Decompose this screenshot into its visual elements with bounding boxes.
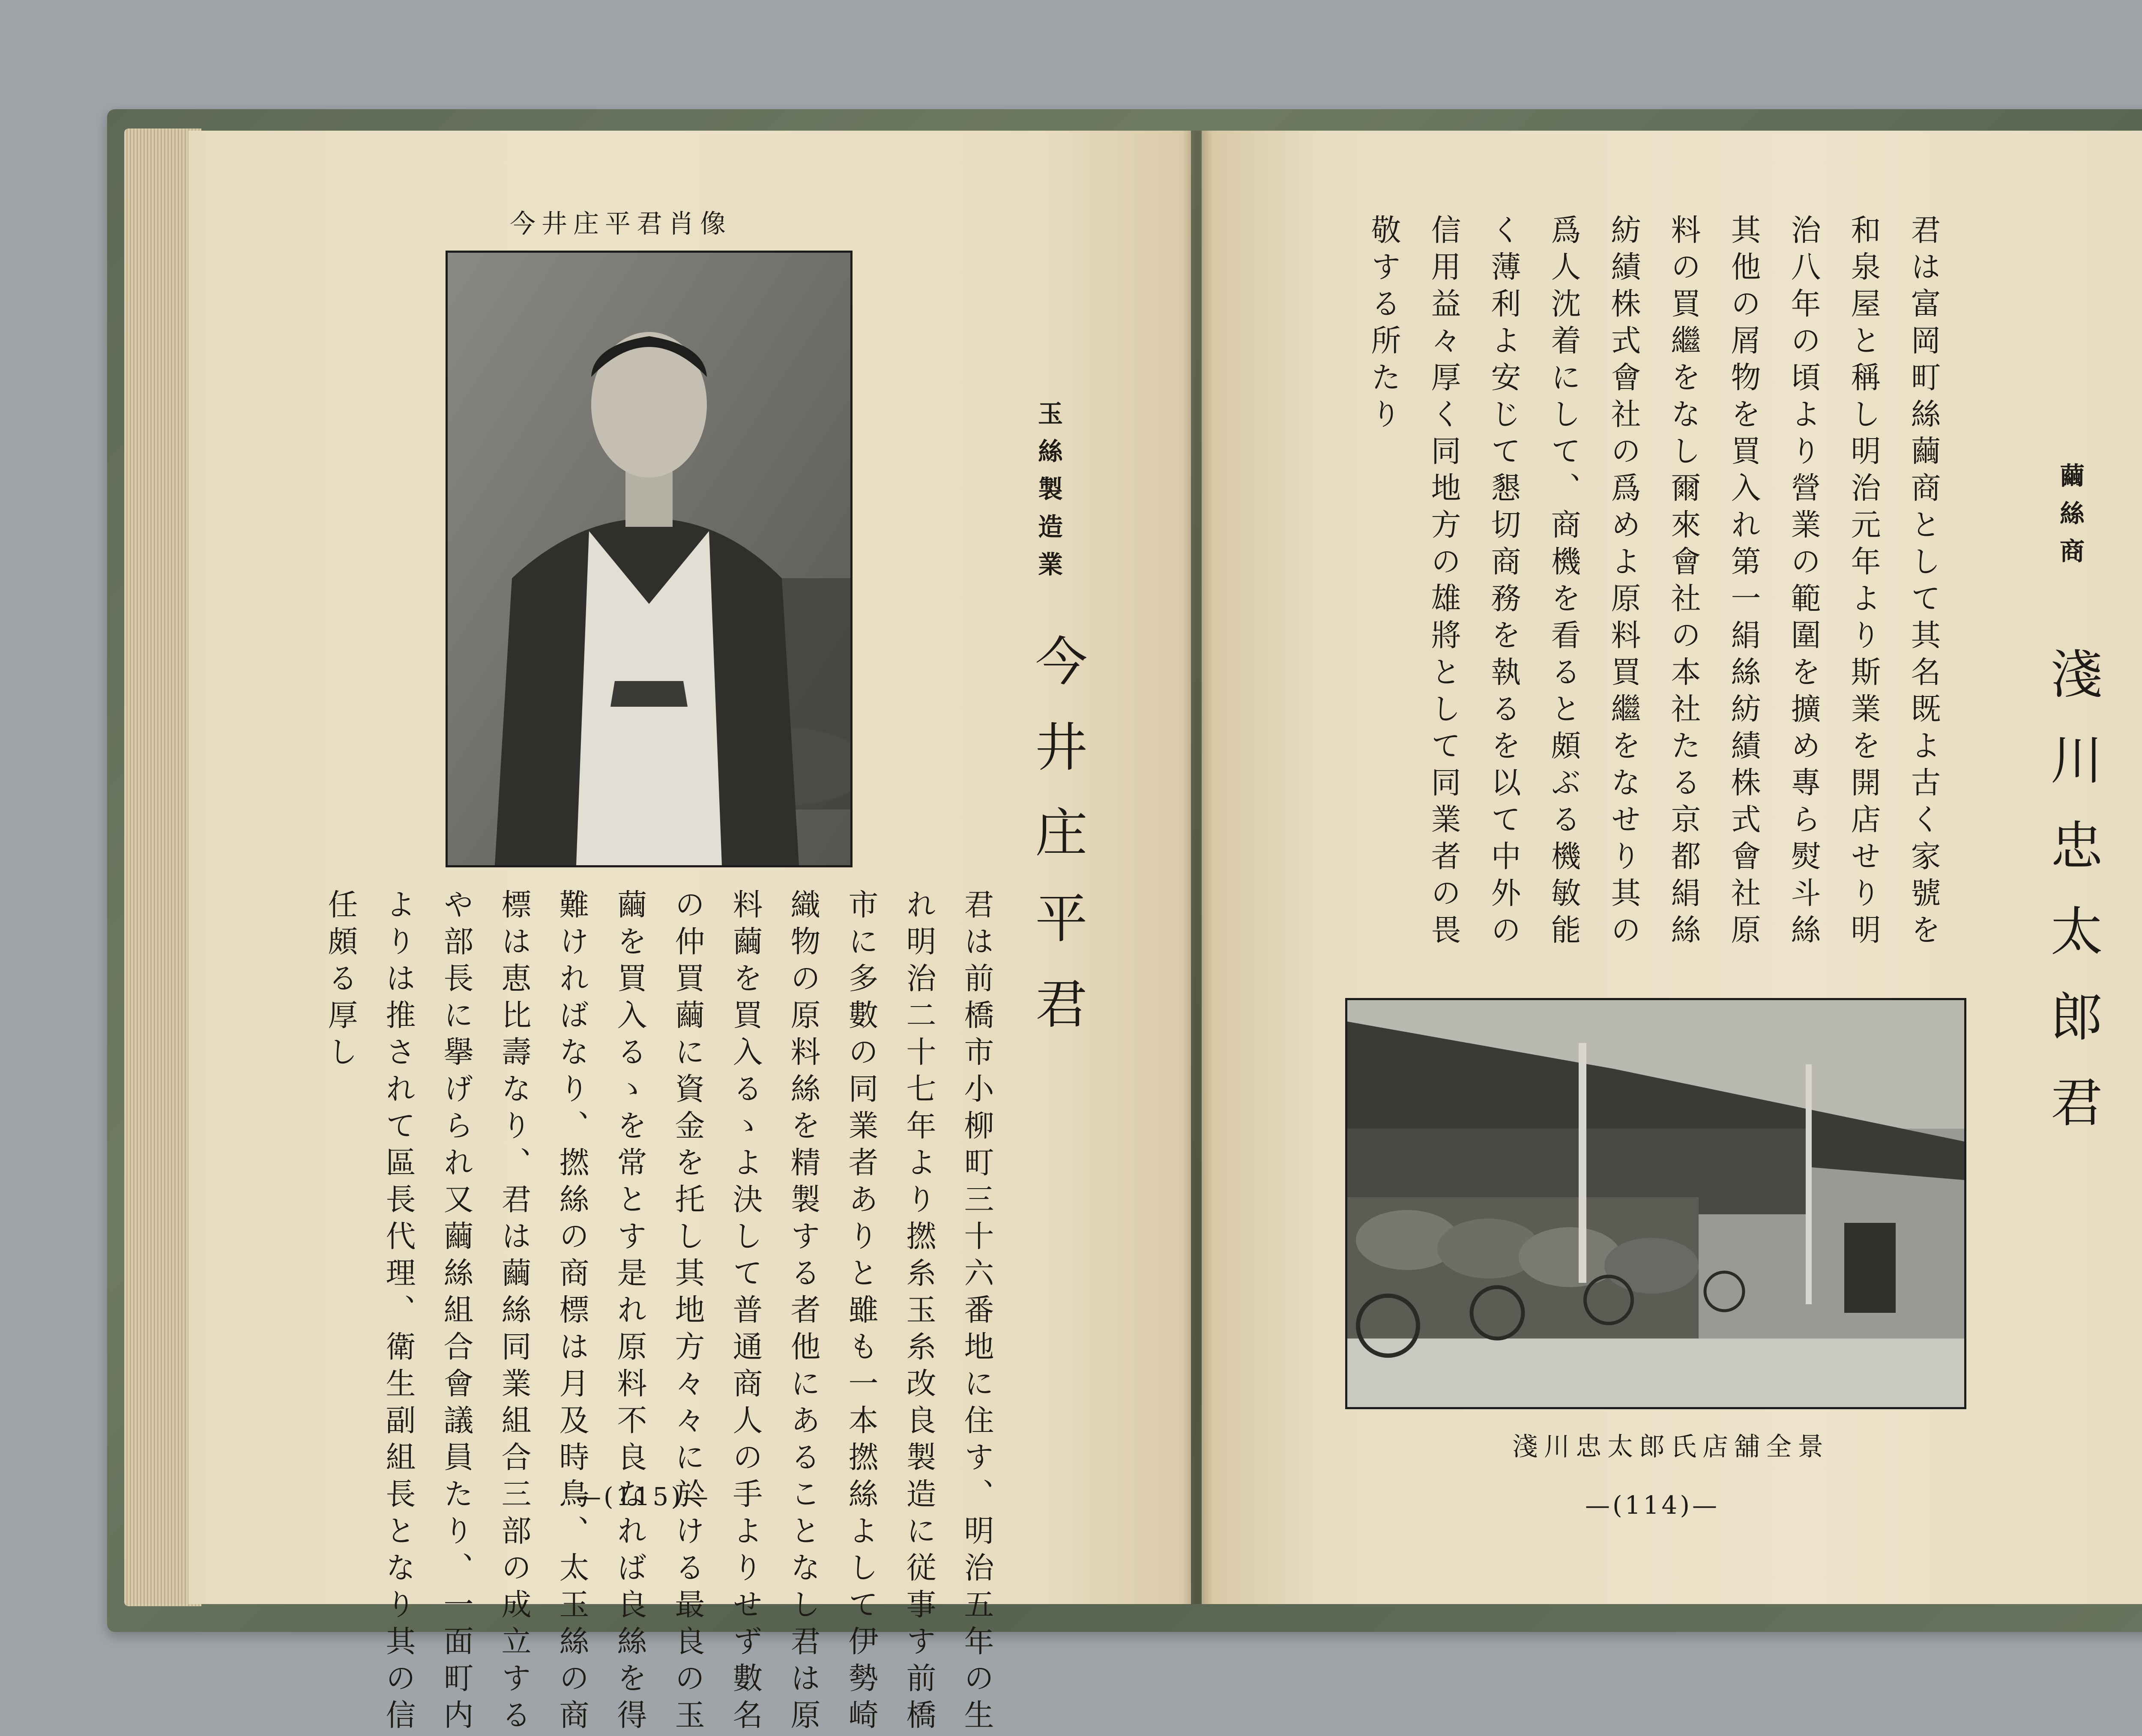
left-body-col-4: 織物の原料絲を精製する者他にあることなし君は原 — [786, 889, 821, 1736]
left-page-number: —(115)— — [576, 1482, 711, 1511]
right-body-col-1: 君は富岡町絲繭商として其名既よ古く家號を — [1906, 214, 1941, 951]
left-body-col-6: の仲買繭に資金を托し其地方々々に於ける最良の玉 — [670, 889, 705, 1736]
portrait-caption: 今井庄平君肖像 — [510, 209, 732, 239]
left-person-name: 今井庄平君 — [1026, 634, 1087, 1062]
left-body-col-8: 難ければなり、撚絲の商標は月及時鳥、太玉絲の商 — [554, 889, 589, 1736]
right-body-col-7: 爲人沈着にして、商機を看ると頗ぶる機敏能 — [1546, 214, 1581, 951]
right-page-number: —(114)— — [1585, 1491, 1720, 1520]
shop-photo-caption: 淺川忠太郎氏店舖全景 — [1512, 1432, 1829, 1462]
right-body-col-6: 紡績株式會社の爲めよ原料買繼をなせり其の — [1606, 214, 1641, 951]
right-occupation: 繭絲商 — [2055, 463, 2085, 576]
right-body-col-10: 敬する所たり — [1366, 214, 1401, 435]
left-body-col-2: れ明治二十七年より撚糸玉糸改良製造に従事す前橋 — [901, 889, 936, 1736]
left-body-col-1: 君は前橋市小柳町三十六番地に住す、明治五年の生 — [959, 889, 994, 1736]
left-occupation: 玉絲製造業 — [1034, 400, 1063, 589]
shop-photo — [1345, 998, 1966, 1409]
portrait-photo — [446, 251, 853, 867]
left-body-col-11: よりは推されて區長代理、衛生副組長となり其の信 — [381, 889, 416, 1736]
right-body-col-2: 和泉屋と稱し明治元年より斯業を開店せり明 — [1846, 214, 1881, 951]
right-body-col-9: 信用益々厚く同地方の雄將として同業者の畏 — [1426, 214, 1461, 951]
right-body-col-5: 料の買繼をなし爾來會社の本社たる京都絹絲 — [1666, 214, 1701, 951]
left-body-col-5: 料繭を買入るゝよ決して普通商人の手よりせず數名 — [728, 889, 763, 1736]
left-body-col-7: 繭を買入るゝを常とす是れ原料不良なれば良絲を得 — [612, 889, 647, 1736]
left-body-col-9: 標は恵比壽なり、君は繭絲同業組合三部の成立する — [497, 889, 532, 1736]
left-body-col-3: 市に多數の同業者ありと雖も一本撚絲よして伊勢崎 — [844, 889, 879, 1736]
right-body-col-3: 治八年の頃より營業の範圍を擴め專ら熨斗絲 — [1786, 214, 1821, 951]
right-person-name: 淺川忠太郎君 — [2042, 647, 2103, 1161]
shop-street-image — [1347, 1000, 1964, 1407]
book-gutter — [1182, 131, 1212, 1604]
right-body-col-4: 其他の屑物を買入れ第一絹絲紡績株式會社原 — [1726, 214, 1761, 951]
left-body-col-12: 任頗る厚し — [323, 889, 358, 1073]
portrait-image — [448, 253, 850, 865]
left-body-col-10: や部長に擧げられ又繭絲組合會議員たり、一面町内 — [439, 889, 474, 1736]
right-body-col-8: く薄利よ安じて懇切商務を執るを以て中外の — [1486, 214, 1521, 951]
